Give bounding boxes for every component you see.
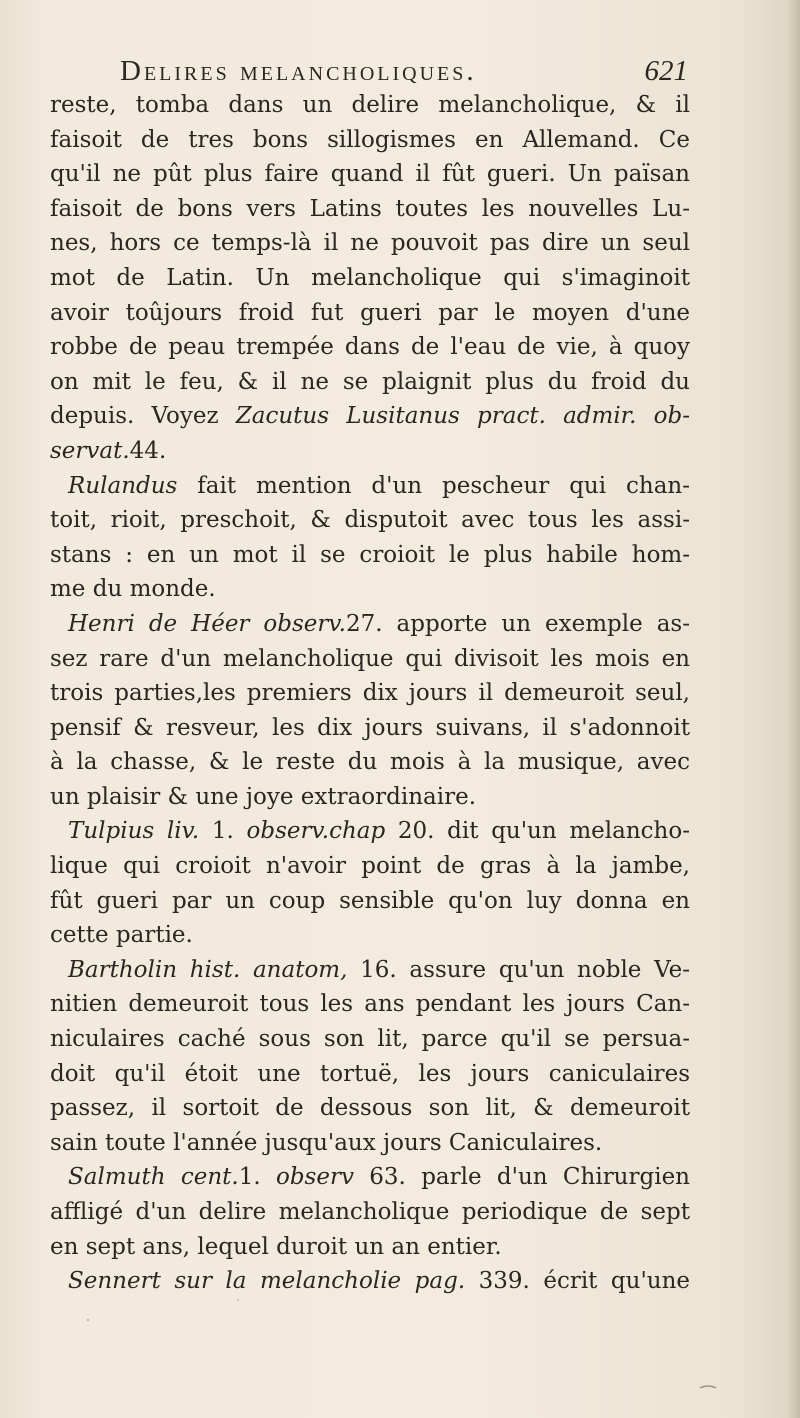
text-line <box>50 642 690 677</box>
text-line <box>50 987 690 1022</box>
text-line <box>50 607 690 642</box>
text-run: 16. assure qu'un noble Ve- <box>347 956 691 983</box>
text-line <box>50 365 690 400</box>
text-line <box>50 814 690 849</box>
running-head-title: Delires melancholiques. <box>120 55 477 87</box>
text-line <box>50 88 690 123</box>
text-line <box>50 399 690 434</box>
text-run: cette partie. <box>50 922 193 949</box>
text-run: sez rare d'un melancholique qui divisoit les mois en <box>50 645 690 672</box>
italic-citation: Zacutus Lusitanus pract. admir. ob- <box>235 403 690 430</box>
italic-citation: Henri de Héer observ. <box>68 610 346 637</box>
text-run: un plaisir & une joye extraordinaire. <box>50 783 477 810</box>
text-run: sain toute l'année jusqu'aux jours Caniculaires. <box>50 1129 603 1156</box>
text-line <box>50 572 690 607</box>
text-line <box>50 1057 690 1092</box>
text-run: qu'il ne pût plus faire quand il fût gueri. Un païsan <box>50 161 690 188</box>
text-run: doit qu'il étoit une tortuë, les jours caniculaires <box>50 1060 690 1087</box>
text-line <box>50 1160 690 1195</box>
text-line <box>50 676 690 711</box>
italic-citation: Bartholin hist. anatom, <box>68 956 348 983</box>
text-run: lique qui croioit n'avoir point de gras à la jambe, <box>50 853 690 880</box>
text-run: nes, hors ce temps-là il ne pouvoit pas dire un seul <box>50 230 690 257</box>
text-run: 27. apporte un exemple as- <box>345 610 690 637</box>
text-run: mot de Latin. Un melancholique qui s'imaginoit <box>50 264 690 291</box>
text-run: reste, tomba dans un delire melancholique, & il <box>50 92 690 118</box>
text-run: depuis. Voyez <box>50 403 236 430</box>
body-text <box>50 88 690 1299</box>
text-run: robbe de peau trempée dans de l'eau de vie, à quoy <box>50 334 690 361</box>
italic-citation: Salmuth cent. <box>68 1164 239 1191</box>
text-line <box>50 1126 690 1161</box>
text-run: passez, il sortoit de dessous son lit, & demeuroit <box>50 1095 690 1122</box>
text-run: en sept ans, lequel duroit un an entier. <box>50 1233 502 1260</box>
text-line <box>50 261 690 296</box>
text-run: 339. écrit qu'une <box>465 1268 691 1295</box>
text-run: on mit le feu, & il ne se plaignit plus du froid du <box>50 368 690 395</box>
text-run: toit, rioit, preschoit, & disputoit avec tous les assi- <box>50 507 690 534</box>
text-line <box>50 1230 690 1265</box>
text-line <box>50 434 690 469</box>
page-number: 621 <box>644 55 688 87</box>
text-line <box>50 123 690 158</box>
text-run: 20. dit qu'un melancho- <box>385 818 690 845</box>
text-line <box>50 296 690 331</box>
italic-citation: observ <box>275 1164 354 1191</box>
text-run: me du monde. <box>50 576 216 603</box>
text-run: faisoit de tres bons sillogismes en Allemand. Ce <box>50 126 690 153</box>
text-line <box>50 192 690 227</box>
italic-citation: observ.chap <box>246 818 386 845</box>
text-line <box>50 918 690 953</box>
text-line <box>50 1022 690 1057</box>
text-run: 63. parle d'un Chirurgien <box>353 1164 690 1191</box>
text-line <box>50 1264 690 1299</box>
text-run: à la chasse, & le reste du mois à la musique, avec <box>50 749 690 776</box>
text-run: avoir toûjours froid fut gueri par le moyen d'une <box>50 299 690 326</box>
text-line <box>50 711 690 746</box>
text-line <box>50 745 690 780</box>
text-line <box>50 849 690 884</box>
text-line <box>50 157 690 192</box>
italic-citation: Sennert sur la melancholie pag. <box>68 1268 466 1295</box>
italic-citation: Tulpius liv. <box>68 818 200 845</box>
text-run: trois parties,les premiers dix jours il demeuroit seul, <box>50 680 690 707</box>
text-run: fait mention d'un pescheur qui chan- <box>177 472 690 499</box>
text-line <box>50 1091 690 1126</box>
text-line <box>50 469 690 504</box>
text-line <box>50 226 690 261</box>
text-run: niculaires caché sous son lit, parce qu'il se persua- <box>50 1026 690 1053</box>
page-edge-shadow <box>786 0 800 1418</box>
text-run: affligé d'un delire melancholique periodique de sept <box>50 1199 690 1225</box>
text-run: 44. <box>129 437 167 464</box>
text-line <box>50 538 690 573</box>
text-line <box>50 503 690 538</box>
text-run: 1. <box>238 1164 276 1191</box>
text-run: fût gueri par un coup sensible qu'on luy donna en <box>50 887 690 914</box>
text-line <box>50 330 690 365</box>
text-run: nitien demeuroit tous les ans pendant les jours Can- <box>50 991 690 1018</box>
text-run: 1. <box>199 818 247 845</box>
italic-citation: servat. <box>50 437 130 464</box>
text-line <box>50 953 690 988</box>
text-run: pensif & resveur, les dix jours suivans, il s'adonnoit <box>50 714 690 741</box>
text-line <box>50 780 690 815</box>
text-run: stans : en un mot il se croioit le plus habile hom- <box>50 541 690 568</box>
text-line <box>50 1195 690 1230</box>
text-line <box>50 884 690 919</box>
text-run: faisoit de bons vers Latins toutes les nouvelles Lu- <box>50 195 690 222</box>
italic-citation: Rulandus <box>68 472 178 499</box>
